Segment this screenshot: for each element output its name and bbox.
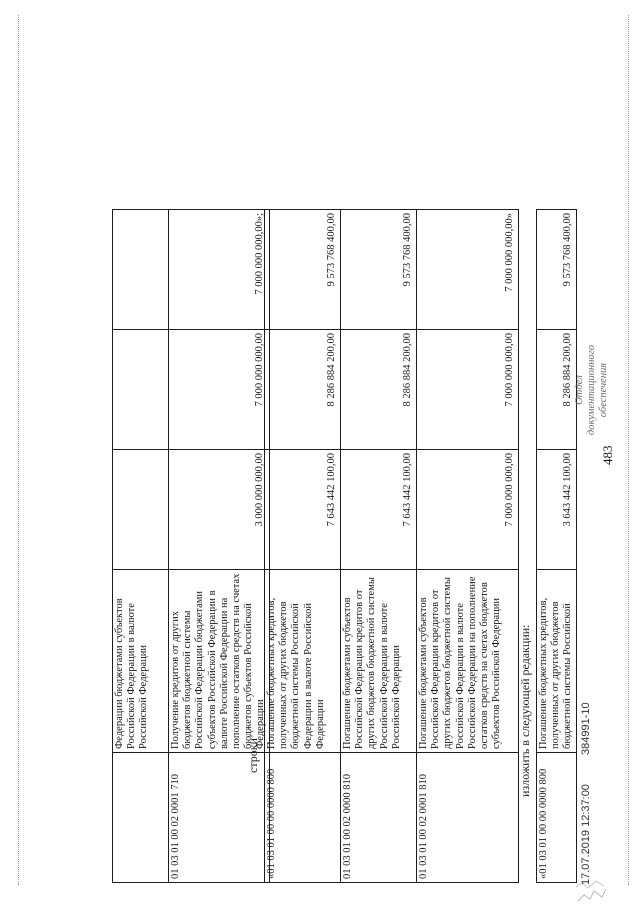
row-value-2: 8 286 884 200,00 (537, 330, 577, 450)
row-code: «01 03 01 00 00 0000 800 (537, 753, 577, 883)
scan-edge-dots (18, 15, 19, 885)
row-code: 01 03 01 00 02 0000 810 (341, 753, 417, 883)
row-value-3 (113, 210, 169, 330)
row-value-1: 3 000 000 000,00 (169, 450, 270, 570)
row-value-1 (113, 450, 169, 570)
row-value-3: 9 573 768 400,00 (265, 210, 341, 330)
row-name: Федерации бюджетами субъектов Российской Федерации в валюте Российской Федерации (113, 570, 169, 753)
row-value-3: 7 000 000 000,00» (417, 210, 519, 330)
page-number: 483 (600, 445, 615, 465)
row-value-1: 3 643 442 100,00 (537, 450, 577, 570)
row-value-2 (113, 330, 169, 450)
barcode-scribble-icon (572, 877, 612, 905)
footer-timestamp: 17.07.2019 12:37:00 (580, 784, 592, 885)
table-row (417, 210, 519, 883)
row-code: 01 03 01 00 02 0001 710 (169, 753, 270, 883)
stamp-line-1: Отдел документационного (574, 344, 597, 436)
row-name: Погашение бюджетами субъектов Российской Федерации кредитов от других бюджетов бюджетной системы Российской Федерации в валюте Российской Федерации (341, 570, 417, 753)
table-row (113, 210, 169, 883)
table-row (341, 210, 417, 883)
scan-edge-dots (628, 15, 629, 885)
budget-table-middle (264, 209, 519, 883)
row-name: Погашение бюджетами субъектов Российской Федерации кредитов от других бюджетов бюджетной системы Российской Федерации в валюте Российской Федерации на пополнение остатков средств на счетах бюджетов субъектов Российской Федерации (417, 570, 519, 753)
row-code: 01 03 01 00 02 0001 810 (417, 753, 519, 883)
budget-table-bottom (536, 209, 577, 883)
stamp-line-2: обеспечения (598, 362, 609, 418)
section-label-rows: строки (246, 738, 260, 773)
row-value-3: 9 573 768 400,00 (537, 210, 577, 330)
row-value-3: 9 573 768 400,00 (341, 210, 417, 330)
row-value-1: 7 643 442 100,00 (265, 450, 341, 570)
table-row (169, 210, 270, 883)
section-label-replace: изложить в следующей редакции: (518, 624, 532, 797)
row-value-3: 7 000 000 000,00»; (169, 210, 270, 330)
table-row (265, 210, 341, 883)
row-name: Получение кредитов от других бюджетов бюджетной системы Российской Федерации бюджетами субъектов Российской Федерации в валюте Российской Федерации на пополнение остатков средств на счетах бюджетов субъектов Российской Федерации (169, 570, 270, 753)
department-stamp (574, 335, 610, 445)
row-value-1: 7 643 442 100,00 (341, 450, 417, 570)
table-row (537, 210, 577, 883)
footer-document-id: 384991-10 (580, 702, 592, 755)
row-value-2: 7 000 000 000,00 (417, 330, 519, 450)
row-code (113, 753, 169, 883)
row-name: Погашение бюджетных кредитов, полученных от других бюджетов бюджетной системы Российской Федерации в валюте Российской Федерации (265, 570, 341, 753)
row-name: Погашение бюджетных кредитов, полученных от других бюджетов бюджетной системы Российской (537, 570, 577, 753)
row-value-2: 7 000 000 000,00 (169, 330, 270, 450)
row-code: «01 03 01 00 00 0000 800 (265, 753, 341, 883)
row-value-2: 8 286 884 200,00 (265, 330, 341, 450)
row-value-1: 7 000 000 000,00 (417, 450, 519, 570)
budget-table-top (112, 209, 270, 883)
row-value-2: 8 286 884 200,00 (341, 330, 417, 450)
